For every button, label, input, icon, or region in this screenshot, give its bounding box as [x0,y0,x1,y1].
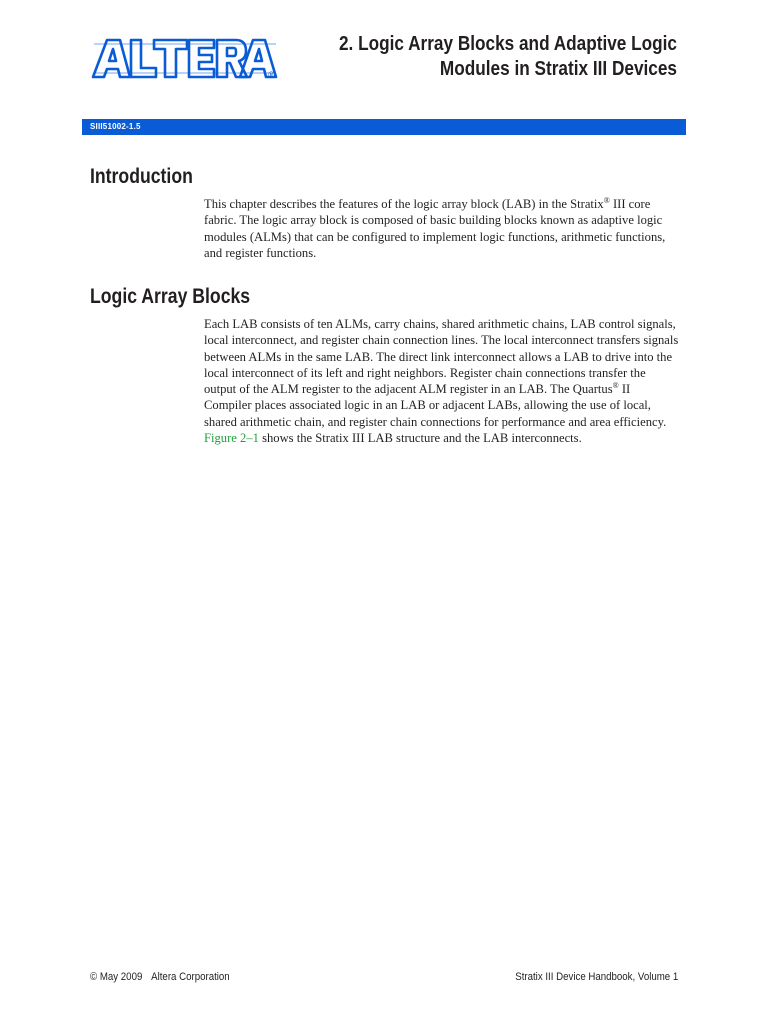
chapter-title-line-1: 2. Logic Array Blocks and Adaptive Logic [338,33,677,55]
footer-left [90,970,230,984]
lab-text-3: shows the Stratix III LAB structure and the LAB interconnects. [258,431,582,446]
footer-date: © May 2009 [90,971,143,983]
altera-logo-graphic [90,36,278,82]
footer-handbook-title: Stratix III Device Handbook, Volume 1 [514,971,678,983]
chapter-title-line-2: Modules in Stratix III Devices [439,58,677,80]
document-id: SIII51002-1.5 [90,122,141,131]
section-heading-introduction: Introduction [90,165,193,188]
introduction-paragraph [204,196,679,261]
lab-text-2: II Compiler places associated logic in an LAB or adjacent LABs, allowing the use of local, shared arithmetic chain, and register chain connections for performance and area efficiency. [204,382,667,429]
lab-text-1: Each LAB consists of ten ALMs, carry chains, shared arithmetic chains, LAB control signals, local interconnect, and register chain connection lines. The local interconnect transfers signals between ALMs in the same LAB. The direct link interconnect allows a LAB to drive into the local interconnect of its left and right neighbors. Register chain connections transfer the output of the ALM register to the adjacent ALM register in an LAB. The Quartus [204,317,679,397]
chapter-title [316,32,677,82]
figure-2-1-link[interactable]: Figure 2–1 [204,431,259,446]
logic-array-blocks-paragraph [204,316,679,446]
introduction-text-1: This chapter describes the features of the logic array block (LAB) in the Stratix [204,197,604,211]
registered-mark: ® [268,70,275,80]
registered-mark: ® [603,195,610,205]
introduction-text-2: III core fabric. The logic array block is composed of basic building blocks known as adaptive logic modules (ALMs) that can be configured to implement logic functions, arithmetic functions, and register functions. [204,197,666,260]
document-id-bar [82,119,686,135]
registered-mark: ® [612,381,619,390]
footer-company: Altera Corporation [151,971,230,983]
section-heading-logic-array-blocks: Logic Array Blocks [90,285,251,308]
altera-logo [90,36,278,82]
